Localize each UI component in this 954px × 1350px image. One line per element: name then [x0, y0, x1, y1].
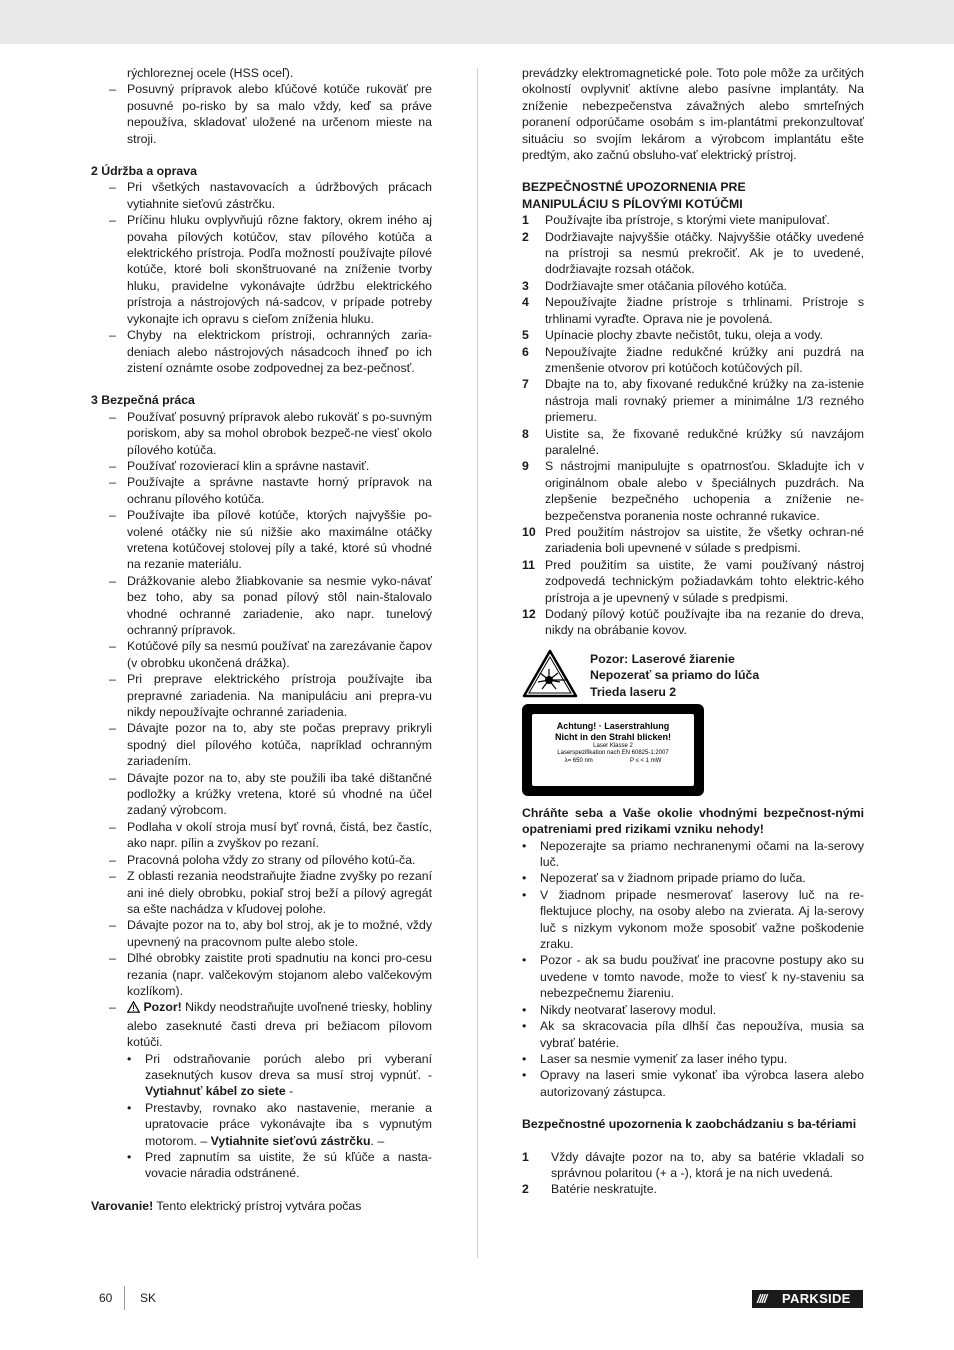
item-text: Pred použitím nástrojov sa uistite, že všetky ochran-né zariadenia boli upevnené v súlade s predpismi.	[545, 524, 864, 556]
warning-paragraph	[91, 1198, 432, 1214]
item-number: 1	[522, 1149, 529, 1164]
item-text: Používajte iba prístroje, s ktorými viete manipulovať.	[545, 213, 830, 228]
numbered-item	[522, 344, 864, 377]
numbered-item	[522, 524, 864, 557]
footer-divider	[124, 1286, 125, 1310]
section-heading-maintenance: 2 Údržba a oprava	[91, 164, 197, 179]
label-line: Nicht in den Strahl blicken!	[554, 731, 671, 742]
list-item: • V žiadnom pripade nesmerovať laserovy luč na re-flektujuce plochy, na osoby alebo na zvierata. Aj la-serovy luč s nizkym vykonom može sposobiť važne poškodenie zraku.	[522, 887, 864, 953]
list-item: • Nepozerať sa v žiadnom pripade priamo do luča.	[522, 870, 864, 886]
sub-bold: Vytiahnite sieťovú zástrčku	[210, 1133, 371, 1148]
protect-list	[522, 838, 864, 1101]
protect-heading: Chráňte seba a Vaše okolie vhodnými bezpečnost-nými opatreniami pred rizikami vzniku nehody!	[522, 805, 864, 837]
numbered-item	[522, 327, 864, 343]
item-text: Pred použitím sa uistite, že vami používaný nástroj zodpovedá technickým požiadavkám tohto elektric-kého prístroja a je upevnený v súlade s predpismi.	[545, 557, 864, 605]
list-item: – Pri všetkých nastavovacích a údržbových prácach vytiahnite sieťovú zástrčku.	[91, 179, 432, 212]
list-item: – Príčinu hluku ovplyvňujú rôzne faktory, okrem iného aj povaha pílových kotúčov, stav pílového kotúča a elektrického prístroja. Podľa možností používajte pílové kotúče, ktoré boli skonštruované na zníženie tvorby hluku, pravidelne vykonávajte údržbu elektrického prístroja a nástrojových ná-sadcov, v prípade potreby vykonajte ich opravu s cieľom zníženia hluku.	[91, 212, 432, 327]
saw-blade-list	[522, 212, 864, 639]
list-item: – Používajte a správne nastavte horný prípravok na ochranu pílového kotúča.	[91, 474, 432, 507]
list-item: • Nikdy neotvarať laserovy modul.	[522, 1002, 864, 1018]
item-text: Upínacie plochy zbavte nečistôt, tuku, oleja a vody.	[545, 328, 823, 343]
sub-list-item	[91, 1100, 432, 1149]
sub-list-item: • Pred zapnutím sa uistite, že sú kľúče a nasta-vovacie náradia odstránené.	[91, 1149, 432, 1182]
pozor-label: Pozor!	[143, 1000, 182, 1015]
safe-work-list	[91, 409, 432, 1000]
laser-line: Trieda laseru 2	[590, 684, 677, 699]
item-text: Dodržiavajte smer otáčania pílového kotúča.	[545, 278, 787, 293]
list-item: – Posuvný prípravok alebo kľúčové kotúče rukoväť pre posuvné po-risko by sa malo vždy, keď sa práve nepoužíva, skladovať uložené na určenom mieste na stroji.	[91, 81, 432, 147]
numbered-item	[522, 606, 864, 639]
laser-line: Nepozerať sa priamo do lúča	[590, 668, 760, 683]
laser-warning-text	[590, 651, 759, 700]
list-item: – Pri preprave elektrického prístroja používajte iba prepravné zariadenia. Na manipuláciu ani prepra-vu nikdy nepoužívajte ochranné zariadenia.	[91, 671, 432, 720]
column-divider	[477, 68, 478, 1258]
item-text: Nepoužívajte žiadne redukčné krúžky ani puzdrá na zmenšenie otvorov pri kotúčoch kotúčových píl.	[545, 344, 864, 375]
numbered-item	[522, 458, 864, 524]
language-code: SK	[140, 1291, 157, 1305]
laser-warning-block	[522, 649, 864, 789]
list-item: – Používať rozovierací klin a správne nastaviť.	[91, 458, 432, 474]
sub-text: Pri odstraňovanie porúch alebo pri vyberaní zaseknutých kusov dreva sa musí stroj vypnúť. -	[145, 1051, 432, 1082]
numbered-item	[522, 1181, 864, 1197]
list-item: – Podlaha v okolí stroja musí byť rovná, čistá, bez častíc, ako napr. pílin a zvyškov po rezaní.	[91, 819, 432, 852]
list-item: – Drážkovanie alebo žliabkovanie sa nesmie vyko-návať bez toho, aby sa ponad pílový stôl nain-štalovalo vhodné ochranné zariadenie, ako napr. tunelový ochranný prípravok.	[91, 573, 432, 639]
item-number: 11	[522, 557, 535, 572]
list-item: • Pozor - ak sa budu použivať ine pracovne postupy ako su uvedene v tomto navode, može to viesť k ny-staveniu sa nebezpečnemu žiareniu.	[522, 952, 864, 1001]
item-number: 3	[522, 278, 529, 293]
list-item: • Ak sa skracovacia píla dlhší čas nepoužíva, musia sa vybrať batérie.	[522, 1018, 864, 1051]
battery-list	[522, 1149, 864, 1198]
item-number: 8	[522, 426, 529, 441]
warning-text: Tento elektrický prístroj vytvára počas	[153, 1198, 362, 1213]
label-line: Laser Klasse 2	[593, 742, 633, 749]
maintenance-list	[91, 179, 432, 376]
sub-text: Prestavby, rovnako ako nastavenie, meranie a upratovacie práce vykonávajte iba s vypnutým motorom. –	[145, 1100, 432, 1148]
numbered-item	[522, 426, 864, 459]
list-item: – Dávajte pozor na to, aby bol stroj, ak je to možné, vždy upevnený na pracovnom pulte alebo stole.	[91, 917, 432, 950]
numbered-item	[522, 376, 864, 425]
list-item: – Dlhé obrobky zaistite proti spadnutiu na konci pro-cesu rezania (napr. valčekovým stojanom alebo valčekovým kozlíkom).	[91, 950, 432, 999]
numbered-item	[522, 294, 864, 327]
numbered-item	[522, 1149, 864, 1182]
list-item: – Z oblasti rezania neodstraňujte žiadne zvyšky po rezaní ani iné diely obrobku, pokiaľ stroj beží a pílový agregát sa ešte nachádza v kľudovej polohe.	[91, 868, 432, 917]
item-text: Dbajte na to, aby fixované redukčné krúžky na za-istenie nástroja mali rovnaký priemer a minimálne 1/3 rezného priemeru.	[545, 377, 864, 425]
numbered-item	[522, 557, 864, 606]
item-text: Dodržiavajte najvyššie otáčky. Najvyššie otáčky uvedené na prístroji sa nesmú prekročiť. Ak je to uvedené, dodržiavajte rozsah otáčok.	[545, 229, 864, 277]
list-item: – Dávajte pozor na to, aby ste použili iba také dištančné podložky a krúžky vretena, ktoré sú vhodné na účel zadaný výrobcom.	[91, 770, 432, 819]
logo-stripes: ////	[757, 1291, 767, 1306]
item-number: 2	[522, 1182, 529, 1197]
section-heading-safe-work: 3 Bezpečná práca	[91, 393, 195, 408]
item-number: 1	[522, 213, 529, 228]
page-number: 60	[99, 1291, 113, 1305]
list-item: – Chyby na elektrickom prístroji, ochranných zaria-deniach alebo nástrojových násadcoch ihneď po ich zistení oznámte osobe zodpovednej za bez-pečnosť.	[91, 327, 432, 376]
battery-heading: Bezpečnostné upozornenia k zaobchádzaniu s ba-tériami	[522, 1117, 857, 1132]
right-column	[522, 65, 864, 1198]
item-number: 7	[522, 377, 529, 392]
intro-line: rýchloreznej ocele (HSS oceľ).	[127, 66, 294, 80]
item-number: 6	[522, 344, 529, 359]
item-text: Nepoužívajte žiadne prístroje s trhlinami. Prístroje s trhlinami vyraďte. Oprava nie je povolená.	[545, 295, 864, 326]
item-text: Batérie neskratujte.	[551, 1182, 657, 1197]
sub-list-item	[91, 1051, 432, 1100]
list-item: • Laser sa nesmie vymeniť za laser iného typu.	[522, 1051, 864, 1067]
label-line: Laserspezifikation nach EN 60825-1:2007	[557, 750, 669, 757]
sub-text: . –	[370, 1133, 385, 1148]
numbered-item	[522, 212, 864, 228]
left-column	[91, 65, 432, 1214]
list-item: – Používať posuvný prípravok alebo rukoväť s po-suvným poriskom, aby sa mohol obrobok bezpeč-ne viesť okolo pílového kotúča.	[91, 409, 432, 458]
item-text: Uistite sa, že fixované redukčné krúžky sú navzájom paralelné.	[545, 426, 864, 457]
item-number: 4	[522, 295, 529, 310]
sub-text: -	[285, 1084, 294, 1099]
saw-section-heading	[522, 179, 864, 212]
logo-text: PARKSIDE	[782, 1290, 851, 1306]
laser-label-image	[522, 704, 704, 796]
top-bar	[0, 0, 954, 44]
item-text: S nástrojmi manipulujte s opatrnosťou. Skladujte ich v originálnom obale alebo v špeciálnych puzdrách. Na zlepšenie bezpečného uchopenia a zníženie ne-bezpečenstva poranenia noste ochranné rukavice.	[545, 459, 864, 523]
list-item: • Nepozerajte sa priamo nechranenymi očami na la-serovy luč.	[522, 838, 864, 871]
item-number: 9	[522, 459, 529, 474]
list-item: – Používajte iba pílové kotúče, ktorých najvyššie po-volené otáčky nie sú nižšie ako maximálne otáčky vretena kotúčovej stolovej píly a také, ktoré sú vhodné na rezanie materiálu.	[91, 507, 432, 573]
heading-line: BEZPEČNOSTNÉ UPOZORNENIA PRE	[522, 180, 746, 195]
laser-warning-icon	[522, 649, 578, 702]
emf-paragraph: prevádzky elektromagnetické pole. Toto pole môže za určitých okolností ovplyvniť aktívne alebo pasívne implantáty. Na zníženie nebezpečenstva závažných alebo smrteľných poranení odporúčame osobám s im-plantátmi prekonzultovať situáciu so svojím lekárom a výrobcom implantátu ešte predtým, ako začnú obsluho-vať elektrický prístroj.	[522, 66, 864, 163]
item-number: 2	[522, 229, 529, 244]
item-text: Dodaný pílový kotúč používajte iba na rezanie do dreva, nikdy na obrábanie kovov.	[545, 607, 864, 638]
item-number: 10	[522, 524, 536, 539]
item-text: Vždy dávajte pozor na to, aby sa batérie vkladali so správnou polaritou (+ a -), ktorá je na nich uvedená.	[551, 1149, 864, 1180]
list-item: – Pracovná poloha vždy zo strany od pílového kotú-ča.	[91, 852, 432, 868]
item-number: 12	[522, 607, 536, 621]
numbered-item	[522, 278, 864, 294]
pozor-text: Nikdy neodstraňujte uvoľnené triesky, hobliny alebo zaseknuté časti dreva pri bežiacom pílovom kotúči.	[127, 1000, 432, 1050]
heading-line: MANIPULÁCIU S PÍLOVÝMI KOTÚČMI	[522, 196, 743, 211]
list-item: – Kotúčové píly sa nesmú používať na zarezávanie čapov (v obrobku ukončená drážka).	[91, 638, 432, 671]
list-item: • Opravy na laseri smie vykonať iba výrobca lasera alebo autorizovaný zástupca.	[522, 1067, 864, 1100]
warning-label: Varovanie!	[91, 1198, 154, 1213]
sub-bold: Vytiahnuť kábel zo siete	[145, 1084, 286, 1099]
label-line: λ= 650 nm	[564, 757, 593, 764]
laser-line: Pozor: Laserové žiarenie	[590, 651, 735, 666]
list-item: – Dávajte pozor na to, aby ste počas prepravy prikryli spodný diel pílového kotúča, napríklad ochranným zariadením.	[91, 720, 432, 769]
item-number: 5	[522, 328, 529, 343]
list-item-warning	[91, 999, 432, 1050]
label-line: P ≤ < 1 mW	[630, 757, 662, 764]
label-line: Achtung! · Laserstrahlung	[556, 720, 670, 731]
parkside-logo	[752, 1290, 863, 1308]
numbered-item	[522, 229, 864, 278]
warning-triangle-icon	[127, 1001, 140, 1017]
